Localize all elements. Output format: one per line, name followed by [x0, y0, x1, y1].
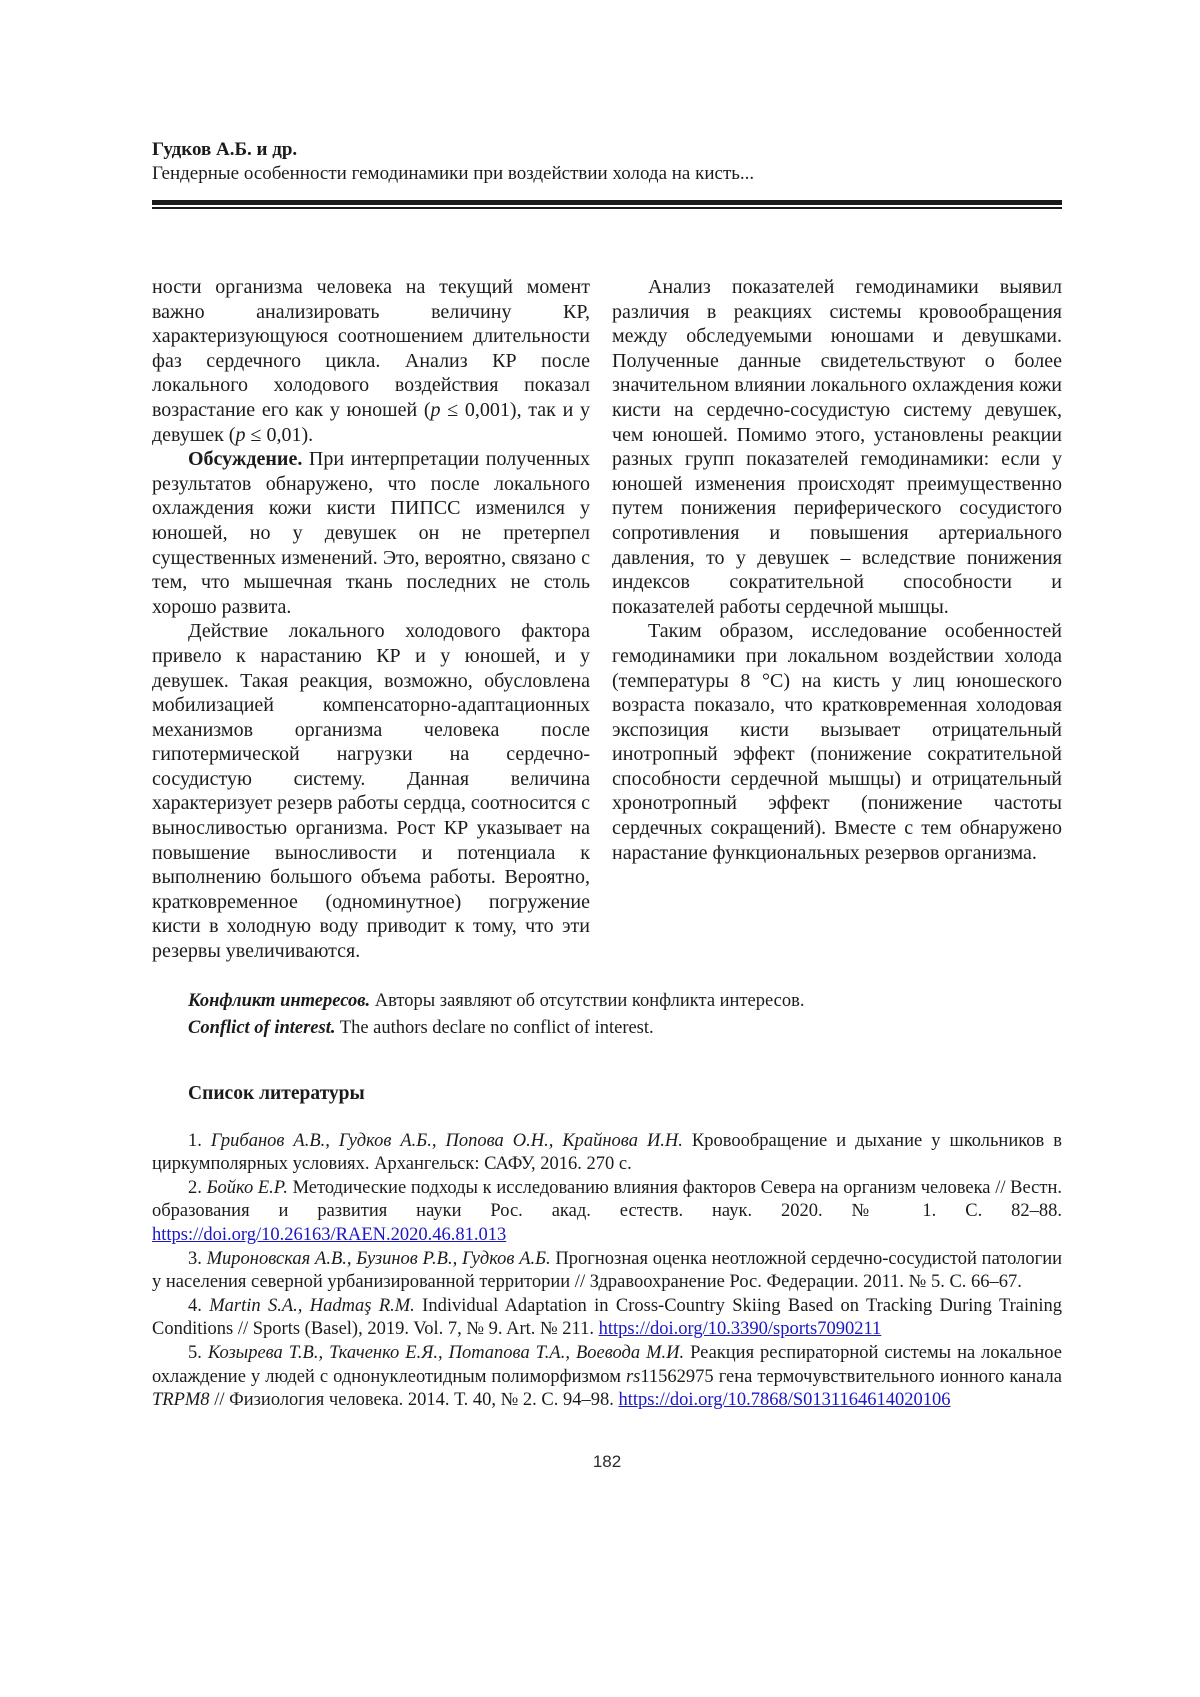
text-run: p	[430, 398, 441, 421]
text-run: 3.	[188, 1248, 207, 1269]
conflict-line-ru	[152, 988, 1062, 1015]
text-run: Грибанов А.В., Гудков А.Б., Попова О.Н., Крайнова И.Н.	[210, 1130, 683, 1151]
body-paragraph	[612, 275, 1062, 619]
text-run: Individual Adaptation in Cross-Country Skiing Based on Tracking During Training Conditions // Sports (Basel), 2019. Vol. 7, № 9. Art. № 211.	[152, 1295, 1063, 1340]
text-run: // Физиология человека. 2014. Т. 40, № 2. С. 94–98.	[209, 1390, 619, 1411]
reference-item	[152, 1248, 1062, 1295]
running-header	[152, 138, 1062, 209]
text-run: 5.	[188, 1342, 208, 1363]
text-run: Бойко Е.Р.	[206, 1177, 288, 1198]
rule-thick-line	[152, 200, 1062, 205]
text-run: Кровообращение и дыхание у школьников в циркумполярных условиях. Архангельск: САФУ, 2016. 270 с.	[152, 1130, 1062, 1175]
body-paragraph	[612, 619, 1062, 865]
text-run: 4.	[188, 1295, 210, 1316]
text-run: Козырева Т.В., Ткаченко Е.Я., Потапова Т.А., Воевода М.И.	[207, 1342, 685, 1363]
references-heading: Список литературы	[188, 1082, 365, 1104]
text-run: ≤ 0,001), так и у девушек (	[152, 398, 590, 446]
header-running-title: Гендерные особенности гемодинамики при воздействии холода на кисть...	[152, 163, 755, 184]
conflict-line-en	[152, 1015, 1062, 1042]
left-column	[152, 275, 590, 964]
reference-item	[152, 1342, 1062, 1413]
rule-thin-line	[152, 207, 1062, 209]
text-run: Действие локального холодового фактора привело к нарастанию КР и у юношей, и у девушек. Такая реакция, возможно, обусловлена мобилизацией компенсаторно-адаптационных механизмов организма человека после гипотермической нагрузки на сердечно-сосудистую систему. Данная величина характеризует резерв работы сердца, соотносится с выносливостью организма. Рост КР указывает на повышение выносливости и потенциала к выполнению большого объема работы. Вероятно, кратковременное (одноминутное) погружение кисти в холодную воду приводит к тому, что эти резервы увеличиваются.	[152, 620, 590, 963]
text-run: The authors declare no conflict of interest.	[335, 1017, 654, 1038]
header-authors: Гудков А.Б. и др.	[152, 139, 298, 160]
doi-link[interactable]: https://doi.org/10.3390/sports7090211	[598, 1319, 882, 1340]
text-run: Мироновская А.В., Бузинов Р.В., Гудков А.Б.	[206, 1248, 551, 1269]
text-run: 1.	[188, 1130, 211, 1151]
double-rule	[152, 200, 1062, 209]
text-run: Методические подходы к исследованию влияния факторов Севера на организм человека // Вестн. образования и развития науки Рос. акад. естеств. наук. 2020. № 1. С. 82–88.	[152, 1177, 1063, 1222]
text-run: При интерпретации полученных результатов обнаружено, что после локального охлаждения кожи кисти ПИПСС изменился у юношей, но у девушек он не претерпел существенных изменений. Это, вероятно, связано с тем, что мышечная ткань последних не столь хорошо развита.	[152, 448, 590, 618]
text-run: Conflict of interest.	[188, 1017, 336, 1038]
doi-link[interactable]: https://doi.org/10.26163/RAEN.2020.46.81.013	[152, 1225, 507, 1245]
text-run: 2.	[188, 1177, 207, 1198]
reference-item	[152, 1177, 1062, 1248]
text-run: Реакция респираторной системы на локальное охлаждение у людей с однонуклеотидным полиморфизмом	[152, 1342, 1062, 1387]
text-run: ности организма человека на текущий момент важно анализировать величину КР, характеризующуюся соотношением длительности фаз сердечного цикла. Анализ КР после локального холодового воздействия показал возрастание его как у юношей (	[152, 276, 590, 421]
text-run: rs	[625, 1366, 641, 1387]
text-run: Обсуждение.	[188, 448, 303, 471]
text-run: Авторы заявляют об отсутствии конфликта интересов.	[370, 990, 805, 1011]
references-list	[152, 1130, 1062, 1413]
text-run: Таким образом, исследование особенностей гемодинамики при локальном воздействии холода (температуры 8 °C) на кисть у лиц юношеского возраста показало, что кратковременная холодовая экспозиция кисти вызывает отрицательный инотропный эффект (понижение сократительной способности сердечной мышцы) и отрицательный хронотропный эффект (понижение частоты сердечных сокращений). Вместе с тем обнаружено нарастание функциональных резервов организма.	[612, 620, 1062, 864]
conflict-of-interest-block	[152, 988, 1062, 1042]
text-run: 11562975 гена термочувствительного ионного канала	[640, 1366, 1063, 1387]
body-paragraph	[152, 275, 590, 447]
text-run: Martin S.A., Hadmaş R.M.	[209, 1295, 415, 1316]
reference-item	[152, 1295, 1062, 1342]
text-run: Прогнозная оценка неотложной сердечно-сосудистой патологии у населения северной урбанизированной территории // Здравоохранение Рос. Федерации. 2011. № 5. С. 66–67.	[152, 1248, 1063, 1293]
doi-link[interactable]: https://doi.org/10.7868/S0131164614020106	[618, 1390, 951, 1411]
page-number: 182	[592, 1452, 622, 1471]
text-run: TRPM8	[152, 1390, 210, 1411]
text-run: ≤ 0,01).	[245, 423, 314, 446]
text-run: Анализ показателей гемодинамики выявил различия в реакциях системы кровообращения между обследуемыми юношами и девушками. Полученные данные свидетельствуют о более значительном влиянии локального охлаждения кожи кисти на сердечно-сосудистую систему девушек, чем юношей. Помимо этого, установлены реакции разных групп показателей гемодинамики: если у юношей изменения происходят преимущественно путем понижения периферического сосудистого сопротивления и повышения артериального давления, то у девушек – вследствие понижения индексов сократительной способности и показателей работы сердечной мышцы.	[612, 276, 1062, 618]
right-column	[612, 275, 1062, 964]
text-run: Конфликт интересов.	[188, 990, 371, 1011]
two-column-body	[152, 275, 1062, 964]
text-run: p	[235, 423, 246, 446]
reference-item	[152, 1130, 1062, 1177]
body-paragraph	[152, 447, 590, 619]
body-paragraph	[152, 619, 590, 963]
